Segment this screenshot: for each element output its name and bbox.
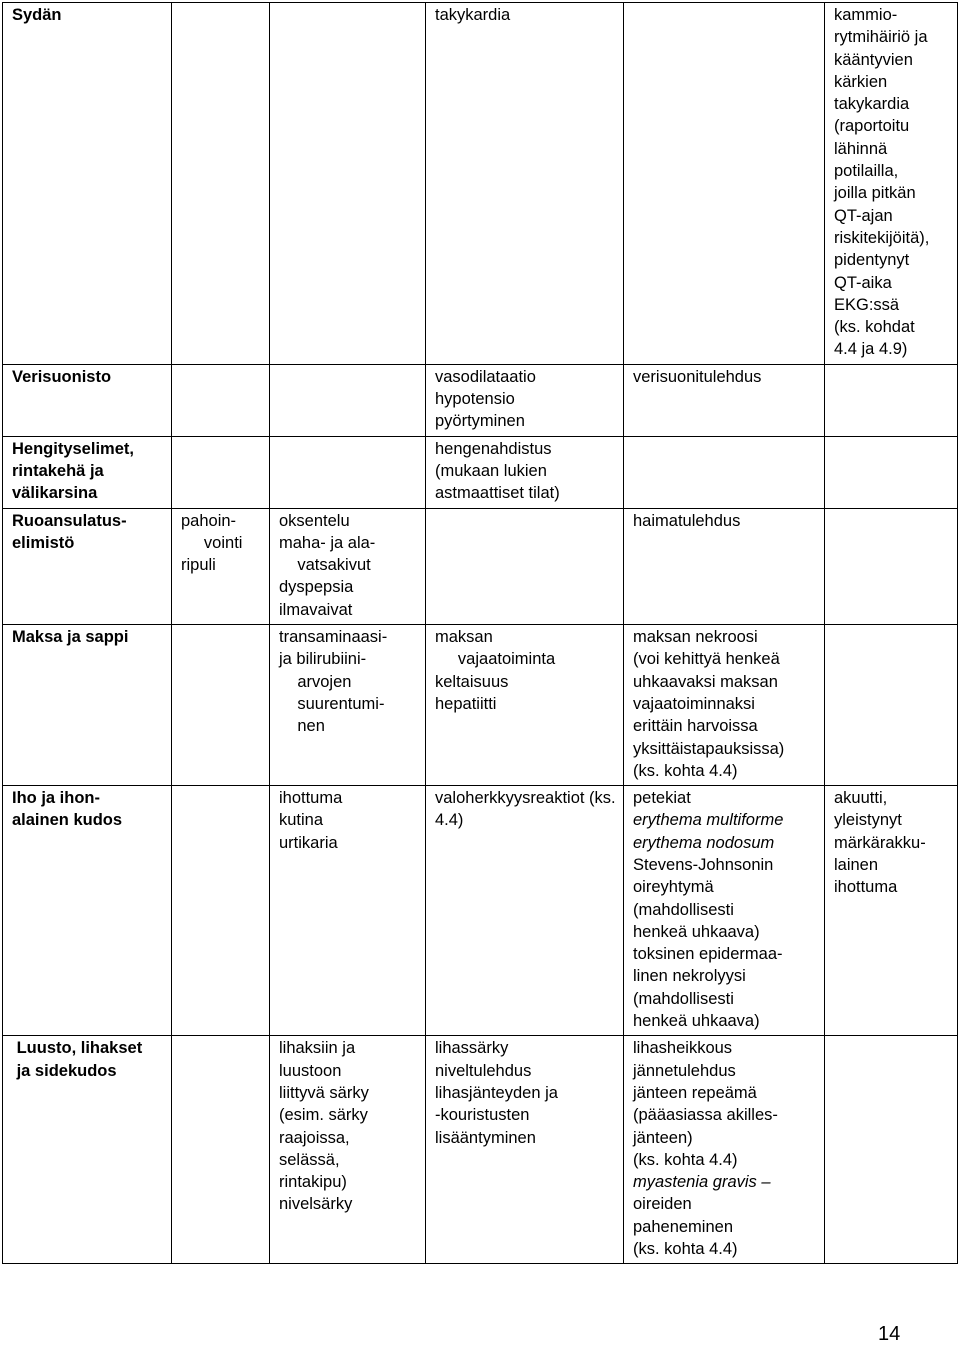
frequency-cell-rare — [624, 625, 825, 786]
cell-line: henkeä uhkaava) — [633, 922, 760, 941]
cell-line: lihasheikkous — [633, 1039, 733, 1058]
table-row-musculoskeletal — [3, 1036, 958, 1264]
cell-text: vasodilataatio hypotensio pyörtyminen — [435, 367, 536, 431]
frequency-cell-very-common — [172, 3, 270, 365]
table-row-heart — [3, 3, 958, 365]
frequency-cell-common — [270, 625, 426, 786]
frequency-cell-rare — [624, 1036, 825, 1264]
frequency-cell-very-common — [172, 786, 270, 1036]
cell-line: erythema nodosum — [633, 833, 775, 852]
frequency-cell-very-common — [172, 625, 270, 786]
frequency-cell-rare — [624, 436, 825, 508]
frequency-cell-very-rare — [825, 625, 958, 786]
organ-class-cell: Verisuonisto — [3, 364, 172, 436]
cell-line: paheneminen — [633, 1217, 733, 1236]
cell-text: pahoin- vointi ripuli — [181, 511, 243, 575]
cell-line: (pääasiassa akilles- — [633, 1106, 778, 1125]
adverse-reactions-table — [2, 2, 958, 1264]
table-row-gastrointestinal — [3, 508, 958, 624]
cell-text: oksentelu maha- ja ala- vatsakivut dyspepsia ilmavaivat — [279, 511, 376, 619]
cell-text: takykardia — [435, 6, 511, 24]
cell-line: Stevens-Johnsonin — [633, 855, 774, 874]
organ-class-cell: Ruoansulatus- elimistö — [3, 508, 172, 624]
table-row-skin — [3, 786, 958, 1036]
frequency-cell-common — [270, 508, 426, 624]
frequency-cell-very-rare — [825, 786, 958, 1036]
cell-line: toksinen epidermaa- — [633, 945, 783, 964]
cell-text: kammio- rytmihäiriö ja kääntyvien kärkien takykardia (raportoitu lähinnä potilailla, joilla pitkän QT-ajan riskitekijöitä), pidentynyt QT-aika EKG:ssä (ks. kohdat 4.4 ja 4.9) — [834, 6, 930, 359]
frequency-cell-rare — [624, 786, 825, 1036]
cell-line: myastenia gravis – — [633, 1173, 771, 1192]
frequency-cell-rare — [624, 3, 825, 365]
table-row-respiratory — [3, 436, 958, 508]
cell-line: linen nekrolyysi — [633, 967, 746, 986]
cell-text — [633, 787, 819, 1032]
organ-class-cell: Iho ja ihon- alainen kudos — [3, 786, 172, 1036]
frequency-cell-very-common — [172, 436, 270, 508]
frequency-cell-very-common — [172, 364, 270, 436]
cell-text — [633, 1037, 819, 1260]
cell-line: oireyhtymä — [633, 878, 714, 897]
cell-line: oireiden — [633, 1195, 692, 1214]
frequency-cell-very-rare — [825, 364, 958, 436]
cell-line: (mahdollisesti — [633, 989, 734, 1008]
organ-class-cell: Luusto, lihakset ja sidekudos — [3, 1036, 172, 1264]
cell-line: (ks. kohta 4.4) — [633, 1240, 738, 1259]
frequency-cell-uncommon — [426, 625, 624, 786]
frequency-cell-very-common — [172, 1036, 270, 1264]
cell-text: ihottuma kutina urtikaria — [279, 789, 343, 852]
cell-line: henkeä uhkaava) — [633, 1012, 760, 1031]
frequency-cell-uncommon — [426, 786, 624, 1036]
cell-text: maksan nekroosi (voi kehittyä henkeä uhkaavaksi maksan vajaatoiminnaksi erittäin harvoissa yksittäistapauksissa) (ks. kohta 4.4) — [633, 628, 785, 780]
frequency-cell-rare — [624, 364, 825, 436]
frequency-cell-very-rare — [825, 3, 958, 365]
cell-line: erythema multiforme — [633, 811, 784, 830]
page-number: 14 — [878, 1323, 901, 1345]
frequency-cell-common — [270, 786, 426, 1036]
frequency-cell-uncommon — [426, 364, 624, 436]
frequency-cell-very-rare — [825, 436, 958, 508]
cell-text: lihaksiin ja luustoon liittyvä särky (esim. särky raajoissa, selässä, rintakipu) nivelsärky — [279, 1039, 369, 1214]
frequency-cell-very-common — [172, 508, 270, 624]
organ-class-cell: Maksa ja sappi — [3, 625, 172, 786]
organ-class-cell: Hengityselimet, rintakehä ja välikarsina — [3, 436, 172, 508]
cell-line: jänteen repeämä — [633, 1083, 757, 1102]
cell-line: (ks. kohta 4.4) — [633, 1150, 738, 1169]
cell-text: transaminaasi- ja bilirubiini- arvojen suurentumi- nen — [279, 628, 388, 736]
cell-text: akuutti, yleistynyt märkärakku- lainen ihottuma — [834, 789, 926, 897]
frequency-cell-uncommon — [426, 3, 624, 365]
frequency-cell-uncommon — [426, 508, 624, 624]
frequency-cell-common — [270, 436, 426, 508]
frequency-cell-common — [270, 1036, 426, 1264]
frequency-cell-uncommon — [426, 436, 624, 508]
table-row-hepatobiliary — [3, 625, 958, 786]
organ-class-cell: Sydän — [3, 3, 172, 365]
cell-line: (mahdollisesti — [633, 900, 734, 919]
cell-line: jännetulehdus — [633, 1061, 736, 1080]
cell-text: hengenahdistus (mukaan lukien astmaattiset tilat) — [435, 439, 560, 503]
cell-line: jänteen) — [633, 1128, 693, 1147]
frequency-cell-very-rare — [825, 508, 958, 624]
frequency-cell-rare — [624, 508, 825, 624]
frequency-cell-common — [270, 364, 426, 436]
table-row-vascular — [3, 364, 958, 436]
frequency-cell-uncommon — [426, 1036, 624, 1264]
cell-line: petekiat — [633, 789, 691, 808]
frequency-cell-very-rare — [825, 1036, 958, 1264]
cell-text: valoherkkyysreaktiot (ks. 4.4) — [435, 789, 616, 830]
frequency-cell-common — [270, 3, 426, 365]
cell-text: maksan vajaatoiminta keltaisuus hepatiitti — [435, 628, 556, 713]
cell-text: verisuonitulehdus — [633, 367, 762, 386]
cell-text: haimatulehdus — [633, 511, 741, 530]
cell-text: lihassärky niveltulehdus lihasjänteyden ja -kouristusten lisääntyminen — [435, 1039, 558, 1147]
